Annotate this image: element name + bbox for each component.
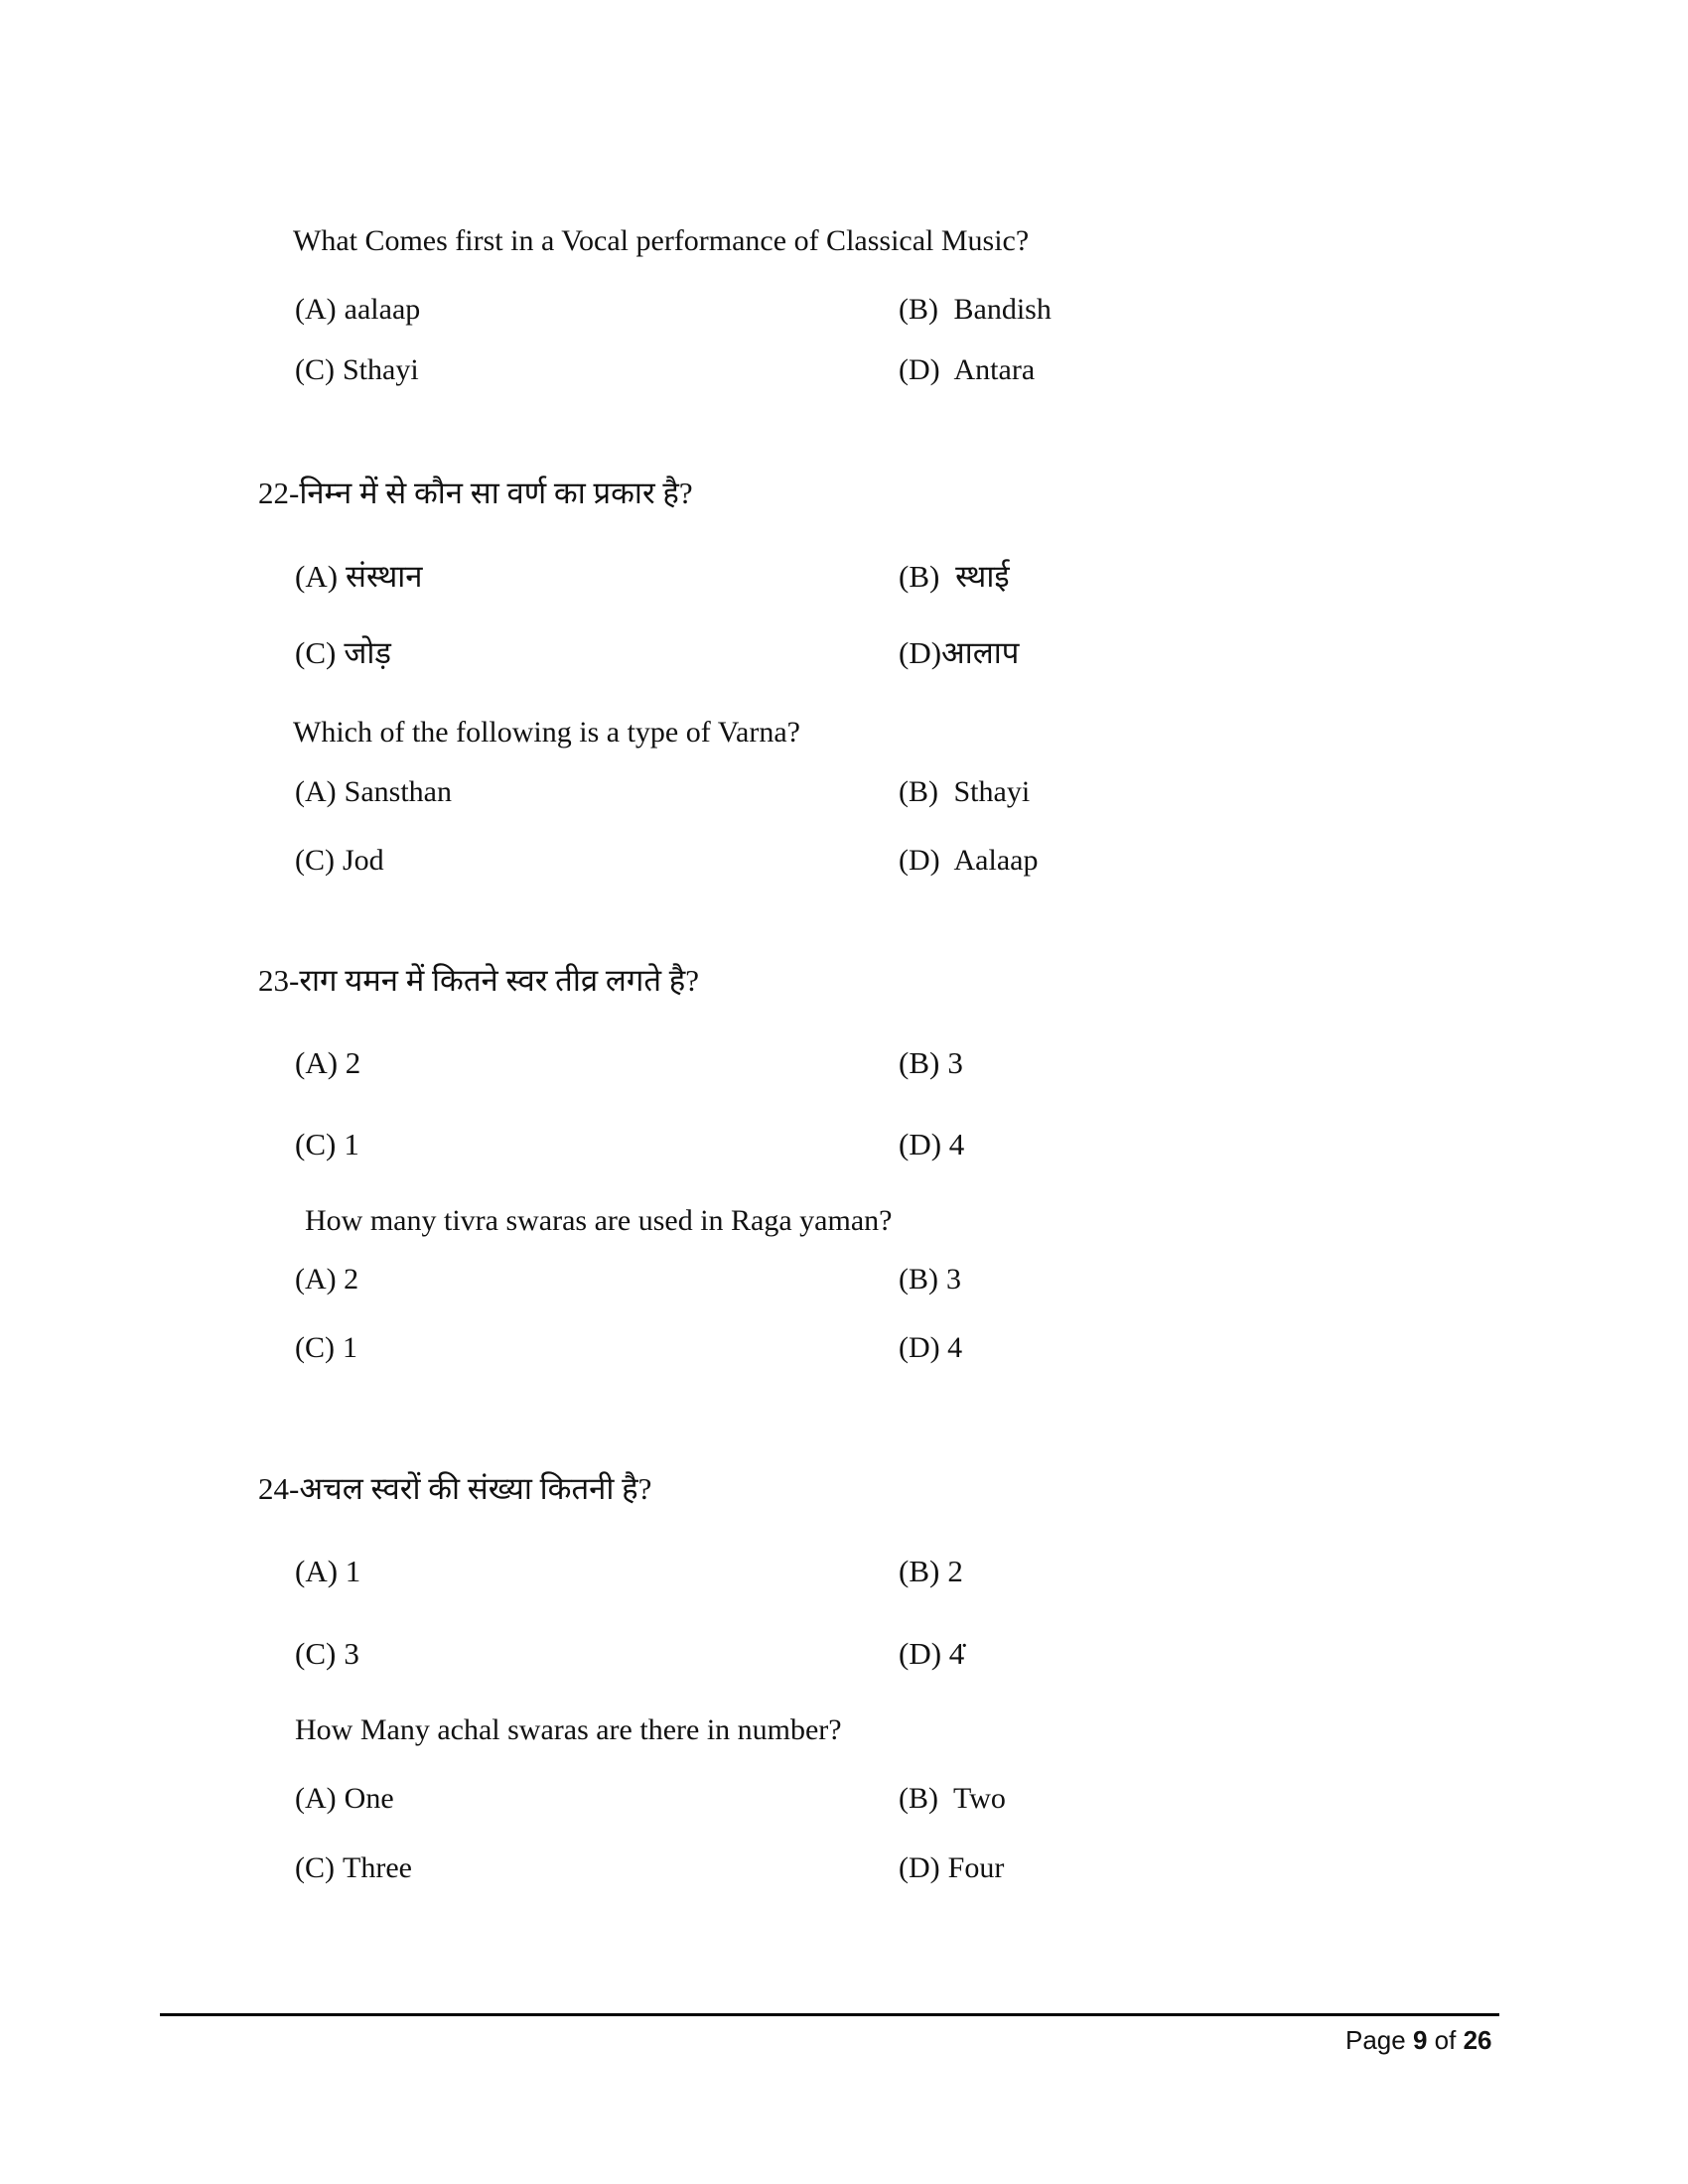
option-label: (D) [899, 635, 942, 670]
question-text: निम्न में से कौन सा वर्ण का प्रकार है? [299, 476, 693, 510]
option-value: aalaap [344, 293, 421, 326]
page-prefix: Page [1345, 2025, 1406, 2055]
option-label: (D) [899, 1127, 942, 1161]
page-total: 26 [1463, 2025, 1492, 2055]
q23-english-option-d [899, 1333, 962, 1363]
option-label: (C) [295, 1331, 335, 1364]
question-number: 24- [258, 1471, 300, 1506]
option-label: (A) [295, 1045, 339, 1080]
option-value: 1 [344, 1127, 359, 1161]
option-value: 2 [344, 1263, 359, 1296]
q24-hindi-option-d [899, 1636, 965, 1671]
q23-english-question: How many tivra swaras are used in Raga yaman? [305, 1204, 893, 1237]
option-label: (A) [295, 1782, 337, 1815]
option-value: 1 [345, 1554, 361, 1588]
q21-english-option-b [899, 295, 1052, 325]
option-label: (C) [295, 1636, 337, 1671]
q24-english-option-a [295, 1784, 394, 1814]
q24-hindi-question [258, 1471, 652, 1506]
q23-english-option-a [295, 1265, 358, 1295]
option-value: Two [952, 1782, 1006, 1815]
option-label: (C) [295, 1127, 337, 1161]
option-label: (B) [899, 293, 938, 326]
q23-hindi-question [258, 963, 699, 998]
option-label: (B) [899, 559, 940, 594]
option-label: (D) [899, 844, 940, 877]
option-label: (D) [899, 1636, 942, 1671]
option-value: 3 [946, 1263, 961, 1296]
option-value: 2 [947, 1554, 963, 1588]
option-label: (B) [899, 775, 938, 808]
option-value: Aalaap [953, 844, 1039, 877]
option-label: (D) [899, 353, 940, 386]
option-value: जोड़ [344, 635, 391, 670]
option-value: 4 [948, 1127, 965, 1161]
option-value: 2 [345, 1045, 361, 1080]
question-text: राग यमन में कितने स्वर तीव्र लगते है? [299, 963, 699, 998]
q24-hindi-option-c [295, 1636, 359, 1671]
q23-hindi-option-a [295, 1045, 361, 1080]
option-value: Bandish [953, 293, 1052, 326]
q24-hindi-option-b [899, 1554, 963, 1588]
option-label: (A) [295, 1554, 339, 1588]
q23-hindi-option-c [295, 1127, 359, 1161]
option-label: (A) [295, 293, 337, 326]
q21-english-option-d [899, 355, 1035, 385]
page-current: 9 [1412, 2025, 1428, 2055]
option-value: One [344, 1782, 394, 1815]
q24-english-option-c [295, 1853, 412, 1883]
q22-english-option-a [295, 777, 452, 807]
q22-english-option-d [899, 846, 1038, 876]
option-label: (A) [295, 775, 337, 808]
option-label: (B) [899, 1263, 938, 1296]
option-value: Antara [953, 353, 1036, 386]
option-label: (C) [295, 635, 337, 670]
option-value: Sthayi [343, 353, 419, 386]
option-value: 3 [344, 1636, 359, 1671]
option-value: आलाप [941, 635, 1020, 670]
q22-hindi-question [258, 478, 693, 508]
option-label: (B) [899, 1554, 940, 1588]
q21-english-option-c [295, 355, 419, 385]
option-value: Four [947, 1851, 1005, 1884]
q22-hindi-option-c [295, 635, 391, 670]
option-value: 1 [343, 1331, 357, 1364]
option-label: (A) [295, 559, 339, 594]
option-value: Three [343, 1851, 412, 1884]
q24-english-question: How Many achal swaras are there in number? [295, 1713, 842, 1746]
option-value: 4̇ [948, 1636, 965, 1671]
option-value: Sansthan [344, 775, 452, 808]
option-label: (C) [295, 1851, 335, 1884]
option-value: Jod [343, 844, 384, 877]
q21-english-question: What Comes first in a Vocal performance of Classical Music? [293, 224, 1030, 257]
page-number [1345, 2025, 1492, 2055]
q22-english-option-c [295, 846, 384, 876]
option-label: (C) [295, 353, 335, 386]
option-label: (C) [295, 844, 335, 877]
footer-rule [160, 2013, 1499, 2016]
option-value: स्थाई [955, 559, 1010, 594]
question-text: अचल स्वरों की संख्या कितनी है? [299, 1471, 652, 1506]
question-number: 23- [258, 963, 300, 998]
q24-english-option-b [899, 1784, 1006, 1814]
option-label: (B) [899, 1045, 940, 1080]
option-label: (D) [899, 1331, 940, 1364]
option-label: (B) [899, 1782, 938, 1815]
q22-hindi-option-a [295, 559, 423, 594]
q22-english-option-b [899, 777, 1030, 807]
q23-hindi-option-b [899, 1045, 963, 1080]
q22-hindi-option-b [899, 559, 1010, 594]
option-value: 3 [947, 1045, 963, 1080]
q22-hindi-option-d [899, 635, 1020, 670]
option-value: संस्थान [346, 559, 423, 594]
option-label: (D) [899, 1851, 940, 1884]
q21-english-option-a [295, 295, 420, 325]
question-number: 22- [258, 476, 300, 510]
q22-english-question: Which of the following is a type of Varna? [293, 716, 800, 749]
q23-english-option-c [295, 1333, 357, 1363]
q23-english-option-b [899, 1265, 961, 1295]
q24-hindi-option-a [295, 1554, 361, 1588]
q24-english-option-d [899, 1853, 1004, 1883]
q23-hindi-option-d [899, 1127, 965, 1161]
page-of: of [1434, 2025, 1457, 2055]
option-label: (A) [295, 1263, 337, 1296]
option-value: Sthayi [953, 775, 1031, 808]
option-value: 4 [947, 1331, 963, 1364]
